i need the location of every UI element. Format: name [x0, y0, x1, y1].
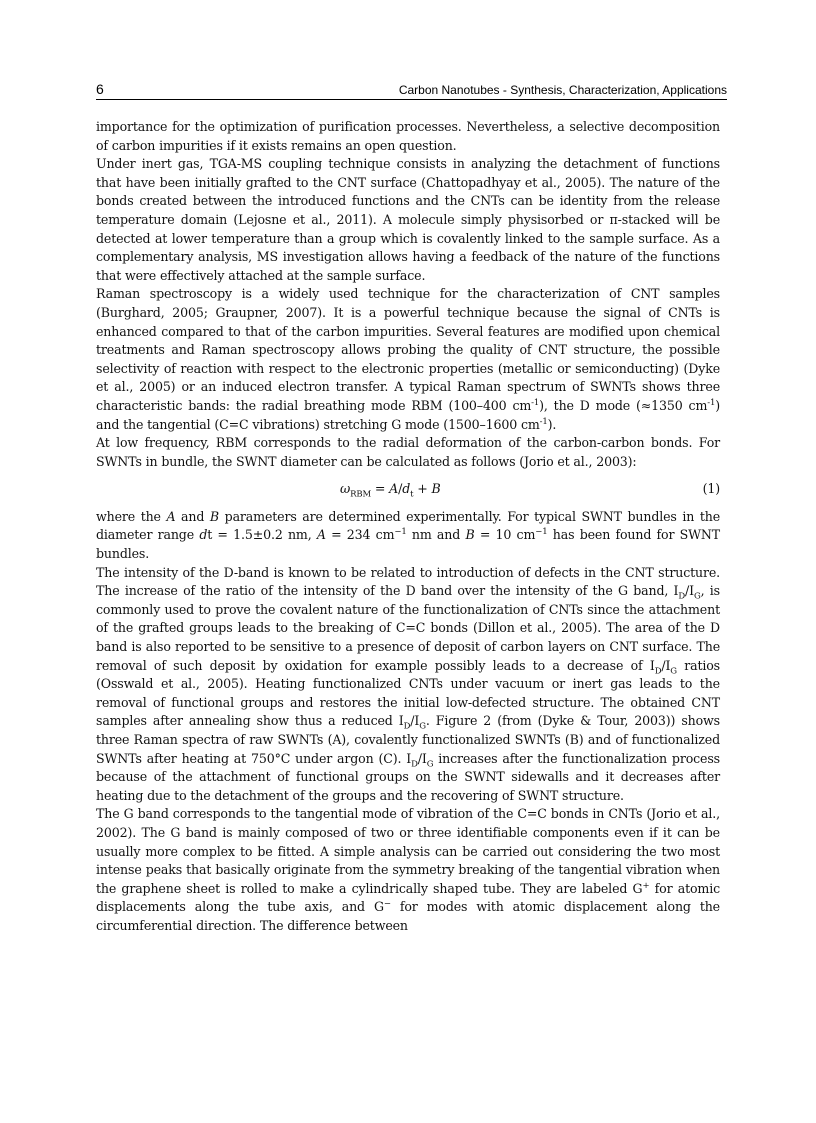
var-a: A — [166, 508, 176, 524]
text-span: increases after the functionalization process because of the attachment of functional groups on the SWNT sidewalls and it decreases after heating due to the detachment of the groups and the recovering of SWNT structure. — [96, 750, 720, 803]
text-span: t = 1.5±0.2 nm, — [207, 527, 317, 543]
subscript: G — [670, 666, 677, 677]
text-span: . Figure 2 (from (Dyke & Tour, 2003)) shows three Raman spectra of raw SWNTs (A), covalently functionalized SWNTs (B) and of functionalized SWNTs after heating at 750°C under argon (C). I — [96, 713, 720, 766]
text-span: for atomic displacements along the tube axis, and G — [96, 880, 720, 915]
var-b: B — [465, 527, 475, 543]
subscript: RBM — [350, 489, 372, 500]
superscript: -1 — [707, 397, 716, 408]
equation-number: (1) — [702, 481, 720, 497]
var-b: B — [209, 508, 220, 524]
subscript: G — [693, 591, 701, 602]
var-a: A — [389, 481, 399, 497]
running-header — [96, 81, 727, 100]
superscript: −1 — [535, 527, 548, 538]
text-span: + — [413, 481, 432, 497]
text-span: , is commonly used to prove the covalent nature of the functionalization of CNTs since the attachment of the grafted groups leads to the breaking of C=C bonds (Dillon et al., 2005). The area of the D band is also reported to be sensitive to a presence of deposit of carbon layers on CNT surface. The removal of such deposit by oxidation for example possibly leads to a decrease of I — [96, 583, 720, 673]
paragraph-rbm: At low frequency, RBM corresponds to the radial deformation of the carbon-carbon bonds. For SWNTs in bundle, the SWNT diameter can be calculated as follows (Jorio et al., 2003): — [96, 435, 720, 469]
text-span: The intensity of the D-band is known to be related to introduction of defects in the CNT structure. The increase of the ratio of the intensity of the D band over the intensity of the G band, I — [96, 564, 720, 599]
subscript: D — [678, 591, 686, 602]
text-span: for modes with atomic displacement along the circumferential direction. The difference between — [96, 899, 720, 933]
text-span: has been found for SWNT bundles. — [96, 527, 721, 562]
superscript: + — [642, 880, 650, 891]
paragraph-raman-intro — [96, 285, 720, 434]
text-span: ), the D mode (≈1350 cm — [539, 397, 708, 413]
page-number: 6 — [96, 81, 104, 97]
text-span: / — [398, 481, 403, 497]
superscript: −1 — [394, 527, 407, 538]
text-span: ) and the tangential (C=C vibrations) stretching G mode (1500–1600 cm — [96, 397, 720, 432]
subscript: D — [403, 721, 411, 732]
subscript: D — [654, 666, 662, 677]
text-span: /I — [417, 750, 427, 766]
var-d: d — [402, 481, 411, 497]
subscript: D — [411, 759, 418, 770]
paragraph-tga-ms: Under inert gas, TGA-MS coupling technique consists in analyzing the detachment of functions that have been initially grafted to the CNT surface (Chattopadhyay et al., 2005). The nature of the bonds created between the introduced functions and the CNTs can be identity from the release temperature domain (Lejosne et al., 2011). A molecule simply physisorbed or π-stacked will be detected at lower temperature than a group which is covalently linked to the sample surface. As a complementary analysis, MS investigation allows having a feedback of the nature of the functions that were effectively attached at the sample surface. — [96, 156, 720, 283]
superscript: − — [383, 899, 391, 910]
superscript: -1 — [539, 416, 548, 427]
paragraph-g-band — [96, 805, 720, 935]
omega-symbol: ω — [340, 481, 351, 497]
text-span: /I — [661, 657, 671, 673]
text-span: ratios (Osswald et al., 2005). Heating functionalized CNTs under vacuum or inert gas leads to the removal of functional groups and restores the initial low-defected structure. The obtained CNT samples after annealing show thus a reduced I — [96, 657, 720, 729]
body-text — [96, 118, 720, 936]
var-b: B — [431, 481, 441, 497]
text-span: ). — [547, 416, 557, 432]
text-span: = 234 cm — [325, 527, 395, 543]
text-span: The G band corresponds to the tangential mode of vibration of the C=C bonds in CNTs (Jorio et al., 2002). The G band is mainly composed of two or three identifiable components even if it can be usually more complex to be fitted. A simple analysis can be carried out considering the two most intense peaks that basically originate from the symmetry breaking of the tangential vibration when the graphene sheet is rolled to make a cylindrically shaped tube. They are labeled G — [96, 806, 720, 896]
subscript: G — [426, 759, 434, 770]
paragraph-parameters — [96, 508, 720, 564]
text-span: parameters are determined experimentally. For typical SWNT bundles in the diameter range — [96, 508, 720, 543]
paragraph-purification: importance for the optimization of purification processes. Nevertheless, a selective decomposition of carbon impurities if it exists remains an open question. — [96, 119, 720, 153]
text-span: Raman spectroscopy is a widely used technique for the characterization of CNT samples (Burghard, 2005; Graupner, 2007). It is a powerful technique because the signal of CNTs is enhanced compared to that of the carbon impurities. Several features are modified upon chemical treatments and Raman spectroscopy allows probing the quality of CNT structure, the possible selectivity of reaction with respect to the electronic properties (metallic or semiconducting) (Dyke et al., 2005) or an induced electron transfer. A typical Raman spectrum of SWNTs shows three characteristic bands: the radial breathing mode RBM (100–400 cm — [96, 286, 720, 413]
text-span: and — [175, 508, 210, 524]
var-d: d — [199, 527, 208, 543]
text-span: where the — [96, 508, 167, 524]
text-span: = 10 cm — [474, 527, 536, 543]
running-title: Carbon Nanotubes - Synthesis, Characterization, Applications — [398, 83, 727, 97]
text-span: /I — [685, 583, 694, 599]
paragraph-d-band — [96, 564, 720, 806]
var-a: A — [316, 527, 326, 543]
text-span: = — [371, 481, 390, 497]
text-span: /I — [410, 713, 420, 729]
subscript: G — [419, 721, 426, 732]
superscript: -1 — [531, 397, 540, 408]
equation-1 — [96, 480, 720, 499]
equation-formula — [340, 480, 441, 499]
text-span: nm and — [406, 527, 466, 543]
subscript: t — [410, 489, 414, 500]
